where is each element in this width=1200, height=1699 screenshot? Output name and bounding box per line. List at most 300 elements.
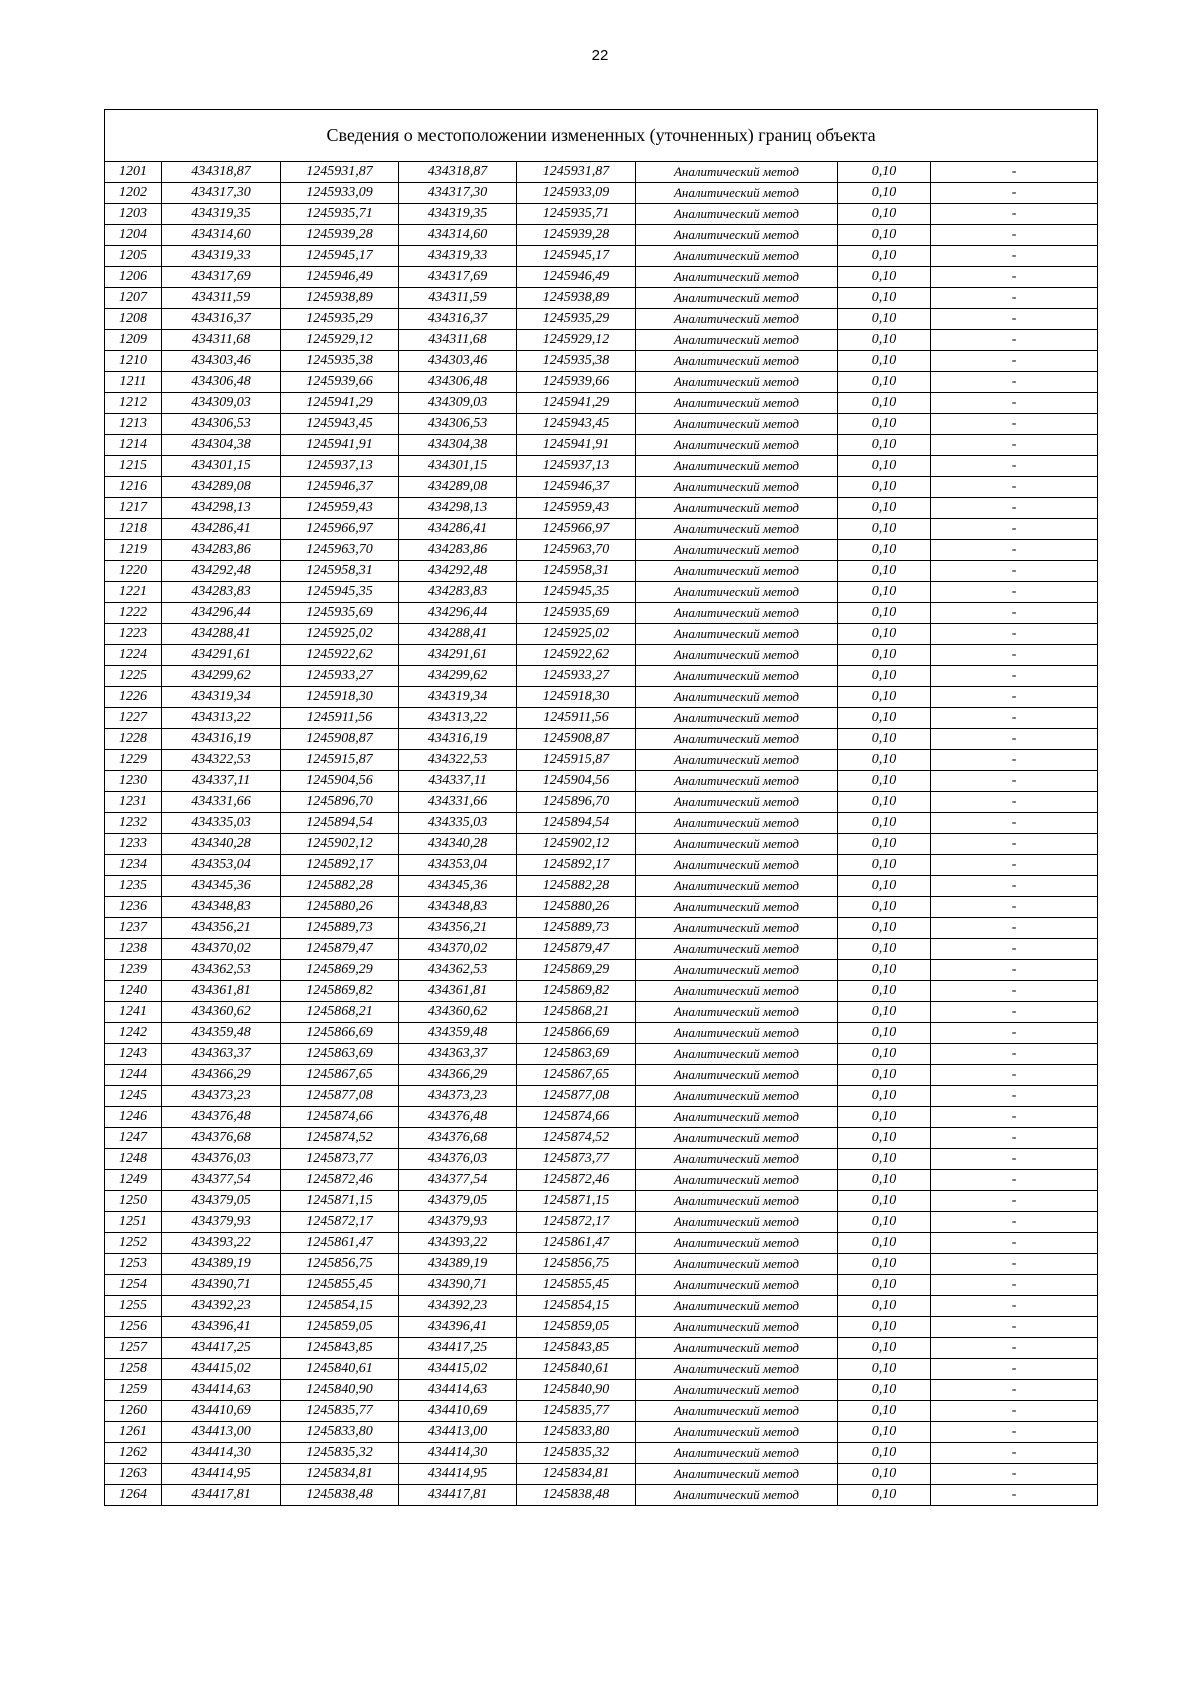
- table-row: [105, 330, 1098, 351]
- cell-y-existing: 1245840,61: [281, 1359, 399, 1380]
- cell-x-existing: 434410,69: [162, 1401, 281, 1422]
- cell-y-refined: 1245938,89: [517, 288, 636, 309]
- cell-x-refined: 434389,19: [399, 1254, 517, 1275]
- cell-y-refined: 1245941,91: [517, 435, 636, 456]
- table-row: [105, 309, 1098, 330]
- cell-accuracy: 0,10: [838, 540, 931, 561]
- cell-point-number: 1237: [105, 918, 162, 939]
- cell-y-refined: 1245840,61: [517, 1359, 636, 1380]
- cell-y-existing: 1245945,17: [281, 246, 399, 267]
- cell-y-existing: 1245937,13: [281, 456, 399, 477]
- cell-point-number: 1208: [105, 309, 162, 330]
- cell-x-refined: 434311,59: [399, 288, 517, 309]
- cell-y-refined: 1245935,71: [517, 204, 636, 225]
- cell-method: Аналитический метод: [636, 729, 838, 750]
- cell-accuracy: 0,10: [838, 1296, 931, 1317]
- cell-x-existing: 434304,38: [162, 435, 281, 456]
- cell-point-number: 1240: [105, 981, 162, 1002]
- table-row: [105, 519, 1098, 540]
- cell-method: Аналитический метод: [636, 1212, 838, 1233]
- cell-y-existing: 1245867,65: [281, 1065, 399, 1086]
- cell-accuracy: 0,10: [838, 624, 931, 645]
- cell-description: -: [931, 981, 1098, 1002]
- cell-x-refined: 434299,62: [399, 666, 517, 687]
- cell-description: -: [931, 1275, 1098, 1296]
- cell-x-refined: 434316,19: [399, 729, 517, 750]
- cell-accuracy: 0,10: [838, 1044, 931, 1065]
- cell-x-existing: 434316,19: [162, 729, 281, 750]
- table-row: [105, 1485, 1098, 1506]
- cell-method: Аналитический метод: [636, 1149, 838, 1170]
- cell-y-existing: 1245892,17: [281, 855, 399, 876]
- cell-y-refined: 1245937,13: [517, 456, 636, 477]
- cell-method: Аналитический метод: [636, 1107, 838, 1128]
- cell-x-existing: 434303,46: [162, 351, 281, 372]
- cell-x-refined: 434289,08: [399, 477, 517, 498]
- cell-accuracy: 0,10: [838, 1065, 931, 1086]
- cell-point-number: 1246: [105, 1107, 162, 1128]
- cell-accuracy: 0,10: [838, 1443, 931, 1464]
- cell-accuracy: 0,10: [838, 183, 931, 204]
- cell-description: -: [931, 1464, 1098, 1485]
- cell-y-existing: 1245904,56: [281, 771, 399, 792]
- table-row: [105, 981, 1098, 1002]
- cell-point-number: 1232: [105, 813, 162, 834]
- cell-point-number: 1245: [105, 1086, 162, 1107]
- page-number: 22: [591, 47, 609, 64]
- cell-y-existing: 1245879,47: [281, 939, 399, 960]
- cell-x-refined: 434373,23: [399, 1086, 517, 1107]
- cell-y-existing: 1245854,15: [281, 1296, 399, 1317]
- cell-accuracy: 0,10: [838, 561, 931, 582]
- table-row: [105, 582, 1098, 603]
- cell-method: Аналитический метод: [636, 267, 838, 288]
- cell-accuracy: 0,10: [838, 1023, 931, 1044]
- cell-point-number: 1244: [105, 1065, 162, 1086]
- cell-x-refined: 434359,48: [399, 1023, 517, 1044]
- cell-y-refined: 1245872,17: [517, 1212, 636, 1233]
- cell-y-refined: 1245835,77: [517, 1401, 636, 1422]
- table-row: [105, 687, 1098, 708]
- cell-description: -: [931, 372, 1098, 393]
- cell-y-refined: 1245958,31: [517, 561, 636, 582]
- cell-accuracy: 0,10: [838, 519, 931, 540]
- cell-point-number: 1211: [105, 372, 162, 393]
- cell-description: -: [931, 1065, 1098, 1086]
- cell-point-number: 1213: [105, 414, 162, 435]
- cell-description: -: [931, 1338, 1098, 1359]
- cell-x-refined: 434363,37: [399, 1044, 517, 1065]
- cell-method: Аналитический метод: [636, 162, 838, 183]
- table-row: [105, 771, 1098, 792]
- table-row: [105, 1170, 1098, 1191]
- cell-x-refined: 434319,35: [399, 204, 517, 225]
- cell-y-existing: 1245833,80: [281, 1422, 399, 1443]
- cell-accuracy: 0,10: [838, 1107, 931, 1128]
- cell-y-refined: 1245939,28: [517, 225, 636, 246]
- cell-point-number: 1247: [105, 1128, 162, 1149]
- cell-y-refined: 1245834,81: [517, 1464, 636, 1485]
- cell-accuracy: 0,10: [838, 246, 931, 267]
- cell-accuracy: 0,10: [838, 477, 931, 498]
- cell-description: -: [931, 708, 1098, 729]
- cell-method: Аналитический метод: [636, 1065, 838, 1086]
- cell-accuracy: 0,10: [838, 750, 931, 771]
- cell-description: -: [931, 1380, 1098, 1401]
- cell-point-number: 1249: [105, 1170, 162, 1191]
- cell-description: -: [931, 1191, 1098, 1212]
- cell-x-refined: 434393,22: [399, 1233, 517, 1254]
- cell-x-existing: 434306,53: [162, 414, 281, 435]
- cell-point-number: 1202: [105, 183, 162, 204]
- cell-x-refined: 434340,28: [399, 834, 517, 855]
- table-row: [105, 1443, 1098, 1464]
- cell-point-number: 1223: [105, 624, 162, 645]
- cell-y-existing: 1245872,46: [281, 1170, 399, 1191]
- cell-x-existing: 434370,02: [162, 939, 281, 960]
- cell-method: Аналитический метод: [636, 540, 838, 561]
- cell-method: Аналитический метод: [636, 1023, 838, 1044]
- cell-accuracy: 0,10: [838, 729, 931, 750]
- cell-accuracy: 0,10: [838, 666, 931, 687]
- cell-x-existing: 434348,83: [162, 897, 281, 918]
- cell-y-existing: 1245911,56: [281, 708, 399, 729]
- cell-description: -: [931, 204, 1098, 225]
- cell-y-refined: 1245889,73: [517, 918, 636, 939]
- table-row: [105, 435, 1098, 456]
- cell-x-existing: 434376,48: [162, 1107, 281, 1128]
- cell-accuracy: 0,10: [838, 1233, 931, 1254]
- cell-accuracy: 0,10: [838, 771, 931, 792]
- cell-y-refined: 1245894,54: [517, 813, 636, 834]
- cell-description: -: [931, 603, 1098, 624]
- cell-description: -: [931, 288, 1098, 309]
- cell-accuracy: 0,10: [838, 582, 931, 603]
- table-row: [105, 204, 1098, 225]
- cell-accuracy: 0,10: [838, 1212, 931, 1233]
- cell-y-refined: 1245866,69: [517, 1023, 636, 1044]
- cell-point-number: 1242: [105, 1023, 162, 1044]
- cell-y-refined: 1245872,46: [517, 1170, 636, 1191]
- cell-point-number: 1228: [105, 729, 162, 750]
- cell-x-refined: 434376,68: [399, 1128, 517, 1149]
- cell-point-number: 1255: [105, 1296, 162, 1317]
- table-row: [105, 729, 1098, 750]
- cell-x-existing: 434415,02: [162, 1359, 281, 1380]
- cell-y-refined: 1245843,85: [517, 1338, 636, 1359]
- cell-description: -: [931, 1422, 1098, 1443]
- cell-y-refined: 1245922,62: [517, 645, 636, 666]
- cell-x-existing: 434379,93: [162, 1212, 281, 1233]
- cell-x-refined: 434377,54: [399, 1170, 517, 1191]
- table-row: [105, 183, 1098, 204]
- cell-x-existing: 434340,28: [162, 834, 281, 855]
- cell-x-refined: 434410,69: [399, 1401, 517, 1422]
- cell-accuracy: 0,10: [838, 1149, 931, 1170]
- cell-y-refined: 1245855,45: [517, 1275, 636, 1296]
- cell-point-number: 1248: [105, 1149, 162, 1170]
- cell-y-refined: 1245933,27: [517, 666, 636, 687]
- cell-y-existing: 1245869,29: [281, 960, 399, 981]
- cell-y-existing: 1245925,02: [281, 624, 399, 645]
- cell-x-refined: 434337,11: [399, 771, 517, 792]
- cell-x-existing: 434299,62: [162, 666, 281, 687]
- cell-description: -: [931, 960, 1098, 981]
- cell-point-number: 1252: [105, 1233, 162, 1254]
- table-row: [105, 1002, 1098, 1023]
- cell-x-existing: 434361,81: [162, 981, 281, 1002]
- cell-point-number: 1258: [105, 1359, 162, 1380]
- cell-y-refined: 1245867,65: [517, 1065, 636, 1086]
- cell-accuracy: 0,10: [838, 1128, 931, 1149]
- cell-y-refined: 1245869,82: [517, 981, 636, 1002]
- table-row: [105, 708, 1098, 729]
- cell-method: Аналитический метод: [636, 1002, 838, 1023]
- table-row: [105, 477, 1098, 498]
- cell-method: Аналитический метод: [636, 561, 838, 582]
- cell-description: -: [931, 183, 1098, 204]
- cell-accuracy: 0,10: [838, 1170, 931, 1191]
- cell-point-number: 1263: [105, 1464, 162, 1485]
- cell-y-existing: 1245835,77: [281, 1401, 399, 1422]
- table-body: [105, 110, 1098, 1506]
- cell-y-existing: 1245880,26: [281, 897, 399, 918]
- cell-method: Аналитический метод: [636, 1485, 838, 1506]
- cell-method: Аналитический метод: [636, 960, 838, 981]
- cell-point-number: 1264: [105, 1485, 162, 1506]
- cell-point-number: 1205: [105, 246, 162, 267]
- table-row: [105, 246, 1098, 267]
- table-row: [105, 750, 1098, 771]
- cell-y-refined: 1245929,12: [517, 330, 636, 351]
- cell-y-existing: 1245877,08: [281, 1086, 399, 1107]
- cell-description: -: [931, 855, 1098, 876]
- cell-description: -: [931, 561, 1098, 582]
- cell-description: -: [931, 792, 1098, 813]
- cell-y-existing: 1245908,87: [281, 729, 399, 750]
- cell-method: Аналитический метод: [636, 498, 838, 519]
- cell-method: Аналитический метод: [636, 939, 838, 960]
- cell-x-refined: 434288,41: [399, 624, 517, 645]
- cell-method: Аналитический метод: [636, 1044, 838, 1065]
- cell-x-existing: 434311,59: [162, 288, 281, 309]
- cell-point-number: 1207: [105, 288, 162, 309]
- cell-method: Аналитический метод: [636, 1254, 838, 1275]
- cell-x-existing: 434393,22: [162, 1233, 281, 1254]
- table-row: [105, 939, 1098, 960]
- cell-x-existing: 434286,41: [162, 519, 281, 540]
- cell-y-existing: 1245933,27: [281, 666, 399, 687]
- cell-y-existing: 1245945,35: [281, 582, 399, 603]
- cell-y-refined: 1245943,45: [517, 414, 636, 435]
- cell-description: -: [931, 1107, 1098, 1128]
- cell-x-existing: 434318,87: [162, 162, 281, 183]
- table-row: [105, 414, 1098, 435]
- table-row: [105, 1023, 1098, 1044]
- cell-y-existing: 1245943,45: [281, 414, 399, 435]
- cell-description: -: [931, 1086, 1098, 1107]
- cell-description: -: [931, 876, 1098, 897]
- cell-y-refined: 1245966,97: [517, 519, 636, 540]
- cell-x-refined: 434331,66: [399, 792, 517, 813]
- cell-point-number: 1236: [105, 897, 162, 918]
- cell-y-refined: 1245896,70: [517, 792, 636, 813]
- cell-y-existing: 1245958,31: [281, 561, 399, 582]
- cell-accuracy: 0,10: [838, 645, 931, 666]
- table-row: [105, 1044, 1098, 1065]
- cell-x-existing: 434301,15: [162, 456, 281, 477]
- cell-point-number: 1260: [105, 1401, 162, 1422]
- cell-point-number: 1233: [105, 834, 162, 855]
- cell-method: Аналитический метод: [636, 246, 838, 267]
- cell-y-existing: 1245859,05: [281, 1317, 399, 1338]
- table-row: [105, 1128, 1098, 1149]
- cell-method: Аналитический метод: [636, 1338, 838, 1359]
- cell-y-existing: 1245868,21: [281, 1002, 399, 1023]
- cell-y-existing: 1245835,32: [281, 1443, 399, 1464]
- cell-description: -: [931, 1359, 1098, 1380]
- cell-point-number: 1261: [105, 1422, 162, 1443]
- cell-y-existing: 1245843,85: [281, 1338, 399, 1359]
- cell-y-refined: 1245908,87: [517, 729, 636, 750]
- cell-description: -: [931, 309, 1098, 330]
- cell-description: -: [931, 225, 1098, 246]
- cell-y-existing: 1245933,09: [281, 183, 399, 204]
- cell-y-existing: 1245959,43: [281, 498, 399, 519]
- cell-description: -: [931, 1254, 1098, 1275]
- table-row: [105, 645, 1098, 666]
- cell-y-existing: 1245941,91: [281, 435, 399, 456]
- cell-y-refined: 1245945,35: [517, 582, 636, 603]
- cell-y-refined: 1245935,38: [517, 351, 636, 372]
- cell-y-refined: 1245877,08: [517, 1086, 636, 1107]
- cell-accuracy: 0,10: [838, 225, 931, 246]
- cell-y-refined: 1245879,47: [517, 939, 636, 960]
- cell-method: Аналитический метод: [636, 225, 838, 246]
- cell-method: Аналитический метод: [636, 309, 838, 330]
- cell-y-refined: 1245854,15: [517, 1296, 636, 1317]
- cell-accuracy: 0,10: [838, 1422, 931, 1443]
- cell-accuracy: 0,10: [838, 1002, 931, 1023]
- cell-description: -: [931, 582, 1098, 603]
- cell-point-number: 1231: [105, 792, 162, 813]
- cell-x-refined: 434309,03: [399, 393, 517, 414]
- cell-point-number: 1251: [105, 1212, 162, 1233]
- table-row: [105, 1107, 1098, 1128]
- cell-method: Аналитический метод: [636, 645, 838, 666]
- cell-x-refined: 434313,22: [399, 708, 517, 729]
- table-row: [105, 1338, 1098, 1359]
- cell-y-existing: 1245874,66: [281, 1107, 399, 1128]
- cell-y-existing: 1245939,28: [281, 225, 399, 246]
- cell-point-number: 1226: [105, 687, 162, 708]
- table-row: [105, 1212, 1098, 1233]
- cell-point-number: 1262: [105, 1443, 162, 1464]
- table-row: [105, 792, 1098, 813]
- cell-method: Аналитический метод: [636, 1233, 838, 1254]
- cell-method: Аналитический метод: [636, 624, 838, 645]
- cell-method: Аналитический метод: [636, 183, 838, 204]
- cell-description: -: [931, 729, 1098, 750]
- cell-x-refined: 434415,02: [399, 1359, 517, 1380]
- cell-accuracy: 0,10: [838, 708, 931, 729]
- cell-method: Аналитический метод: [636, 1464, 838, 1485]
- table-row: [105, 1380, 1098, 1401]
- cell-method: Аналитический метод: [636, 1359, 838, 1380]
- cell-method: Аналитический метод: [636, 414, 838, 435]
- cell-accuracy: 0,10: [838, 309, 931, 330]
- table-row: [105, 603, 1098, 624]
- cell-description: -: [931, 1170, 1098, 1191]
- cell-y-refined: 1245871,15: [517, 1191, 636, 1212]
- cell-x-refined: 434306,48: [399, 372, 517, 393]
- table-title: Сведения о местоположении измененных (уточненных) границ объекта: [105, 110, 1098, 162]
- cell-x-existing: 434396,41: [162, 1317, 281, 1338]
- cell-method: Аналитический метод: [636, 876, 838, 897]
- cell-x-refined: 434301,15: [399, 456, 517, 477]
- cell-y-existing: 1245834,81: [281, 1464, 399, 1485]
- cell-y-existing: 1245938,89: [281, 288, 399, 309]
- table-row: [105, 897, 1098, 918]
- cell-description: -: [931, 939, 1098, 960]
- cell-description: -: [931, 540, 1098, 561]
- cell-method: Аналитический метод: [636, 897, 838, 918]
- cell-description: -: [931, 1401, 1098, 1422]
- table-row: [105, 1296, 1098, 1317]
- cell-y-refined: 1245840,90: [517, 1380, 636, 1401]
- cell-x-existing: 434413,00: [162, 1422, 281, 1443]
- cell-x-existing: 434377,54: [162, 1170, 281, 1191]
- cell-x-refined: 434319,34: [399, 687, 517, 708]
- cell-description: -: [931, 897, 1098, 918]
- cell-x-existing: 434360,62: [162, 1002, 281, 1023]
- cell-method: Аналитический метод: [636, 1086, 838, 1107]
- cell-accuracy: 0,10: [838, 687, 931, 708]
- cell-method: Аналитический метод: [636, 582, 838, 603]
- cell-x-existing: 434292,48: [162, 561, 281, 582]
- cell-x-existing: 434414,95: [162, 1464, 281, 1485]
- cell-y-existing: 1245946,37: [281, 477, 399, 498]
- cell-accuracy: 0,10: [838, 834, 931, 855]
- cell-x-refined: 434376,48: [399, 1107, 517, 1128]
- cell-x-refined: 434360,62: [399, 1002, 517, 1023]
- cell-method: Аналитический метод: [636, 1380, 838, 1401]
- cell-description: -: [931, 1023, 1098, 1044]
- cell-accuracy: 0,10: [838, 855, 931, 876]
- table-row: [105, 1317, 1098, 1338]
- table-row: [105, 624, 1098, 645]
- cell-x-existing: 434309,03: [162, 393, 281, 414]
- cell-point-number: 1227: [105, 708, 162, 729]
- cell-y-refined: 1245925,02: [517, 624, 636, 645]
- cell-y-existing: 1245966,97: [281, 519, 399, 540]
- cell-point-number: 1250: [105, 1191, 162, 1212]
- cell-y-refined: 1245869,29: [517, 960, 636, 981]
- cell-accuracy: 0,10: [838, 939, 931, 960]
- cell-description: -: [931, 750, 1098, 771]
- cell-method: Аналитический метод: [636, 855, 838, 876]
- cell-y-refined: 1245859,05: [517, 1317, 636, 1338]
- cell-accuracy: 0,10: [838, 1275, 931, 1296]
- cell-y-existing: 1245929,12: [281, 330, 399, 351]
- cell-x-existing: 434283,86: [162, 540, 281, 561]
- cell-method: Аналитический метод: [636, 477, 838, 498]
- cell-x-refined: 434298,13: [399, 498, 517, 519]
- table-row: [105, 834, 1098, 855]
- cell-y-existing: 1245939,66: [281, 372, 399, 393]
- cell-description: -: [931, 687, 1098, 708]
- cell-x-refined: 434414,95: [399, 1464, 517, 1485]
